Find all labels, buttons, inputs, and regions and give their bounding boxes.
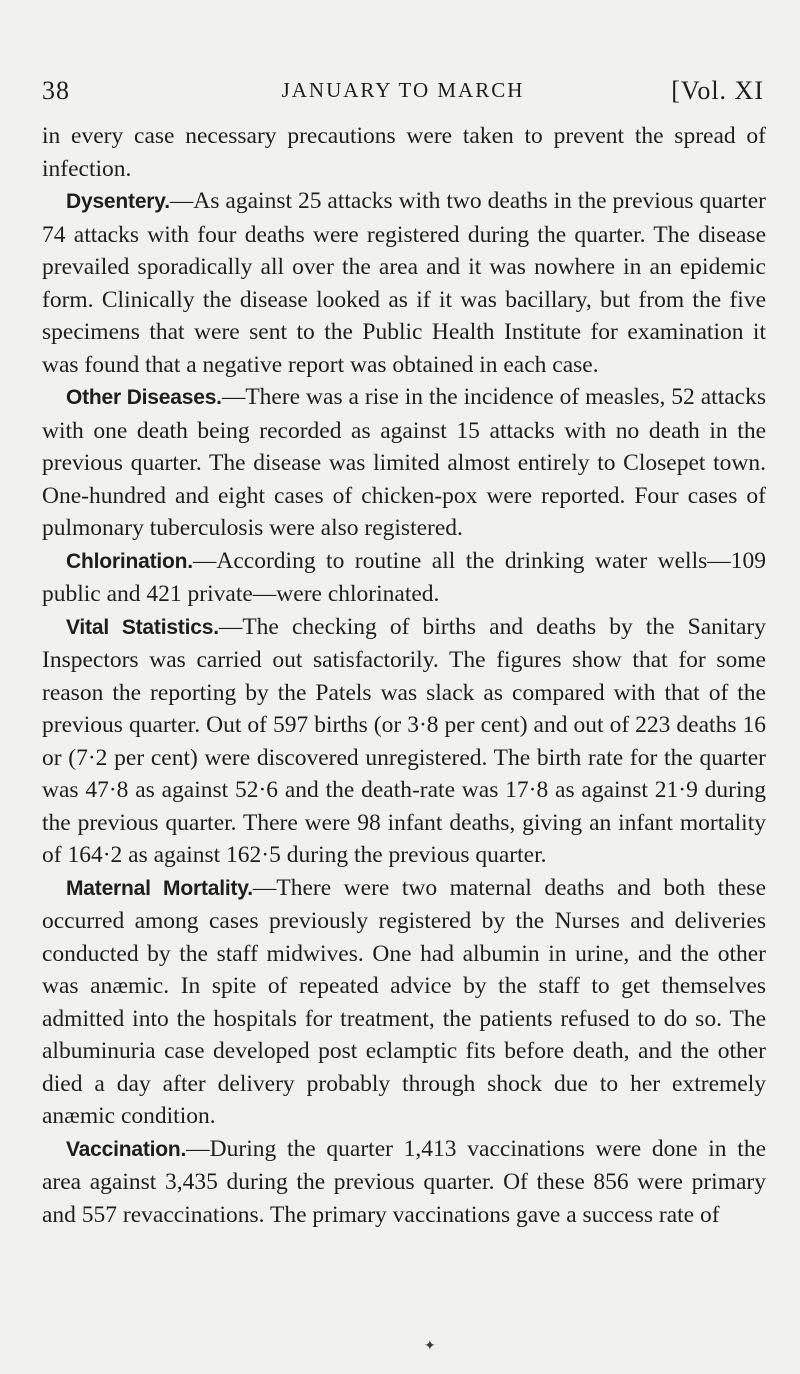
- paragraph-text: —According to routine all the drinking water wells—109 public and 421 private—were chlorinated.: [42, 547, 766, 607]
- paragraph-maternal-mortality: [42, 872, 766, 1133]
- paragraph-other-diseases: [42, 381, 766, 545]
- paragraph-text: —During the quarter 1,413 vaccinations were done in the area against 3,435 during the previous quarter. Of these 856 were primary and 557 revaccinations. The primary vaccinations gave a success rate of: [42, 1135, 766, 1228]
- section-heading: Maternal Mortality.: [66, 876, 253, 900]
- page-number: 38: [42, 76, 70, 105]
- paragraph-dysentery: [42, 185, 766, 381]
- paragraph-continuation: [42, 120, 766, 185]
- paragraph-text: —As against 25 attacks with two deaths in the previous quarter 74 attacks with four deaths were registered during the quarter. The disease prevailed sporadically all over the area and it was nowhere in an epidemic form. Clinically the disease looked as if it was bacillary, but from the five specimens that were sent to the Public Health Institute for examination it was found that a negative report was obtained in each case.: [42, 188, 766, 378]
- running-title: JANUARY TO MARCH: [281, 78, 525, 102]
- section-heading: Vital Statistics.: [66, 615, 219, 639]
- paragraph-text: —There were two maternal deaths and both these occurred among cases previously registered by the Nurses and deliveries conducted by the staff midwives. One had albumin in urine, and the other was anæmic. In spite of repeated advice by the staff to get themselves admitted into the hospitals for treatment, the patients refused to do so. The albuminuria case developed post eclamptic fits before death, and the other died a day after delivery probably through shock due to her extremely anæmic condition.: [42, 874, 766, 1129]
- section-heading: Dysentery.: [66, 190, 170, 213]
- paragraph-text: —There was a rise in the incidence of measles, 52 attacks with one death being recorded as against 15 attacks with no death in the previous quarter. The disease was limited almost entirely to Closepet town. One-hundred and eight cases of chicken-pox were reported. Four cases of pulmonary tuberculosis were also registered.: [42, 384, 766, 541]
- paragraph-text: in every case necessary precautions were taken to prevent the spread of infection.: [42, 123, 766, 182]
- paragraph-chlorination: [42, 545, 766, 611]
- section-heading: Other Diseases.: [66, 386, 222, 409]
- running-header: [42, 76, 764, 110]
- paragraph-vaccination: [42, 1133, 766, 1232]
- section-heading: Chlorination.: [66, 549, 193, 573]
- paragraph-text: —The checking of births and deaths by the Sanitary Inspectors was carried out satisfactorily. The figures show that for some reason the reporting by the Patels was slack as compared with that of the previous quarter. Out of 597 births (or 3·8 per cent) and out of 223 deaths 16 or (7·2 per cent) were discovered unregistered. The birth rate for the quarter was 47·8 as against 52·6 and the death-rate was 17·8 as against 21·9 during the previous quarter. There were 98 infant deaths, giving an infant mortality of 164·2 as against 162·5 during the previous quarter.: [42, 613, 766, 868]
- paragraph-vital-statistics: [42, 611, 766, 872]
- printer-mark: ✦: [424, 1339, 436, 1354]
- volume-label: [Vol. XI: [671, 76, 764, 105]
- section-heading: Vaccination.: [66, 1137, 187, 1161]
- body-text: [42, 120, 766, 1231]
